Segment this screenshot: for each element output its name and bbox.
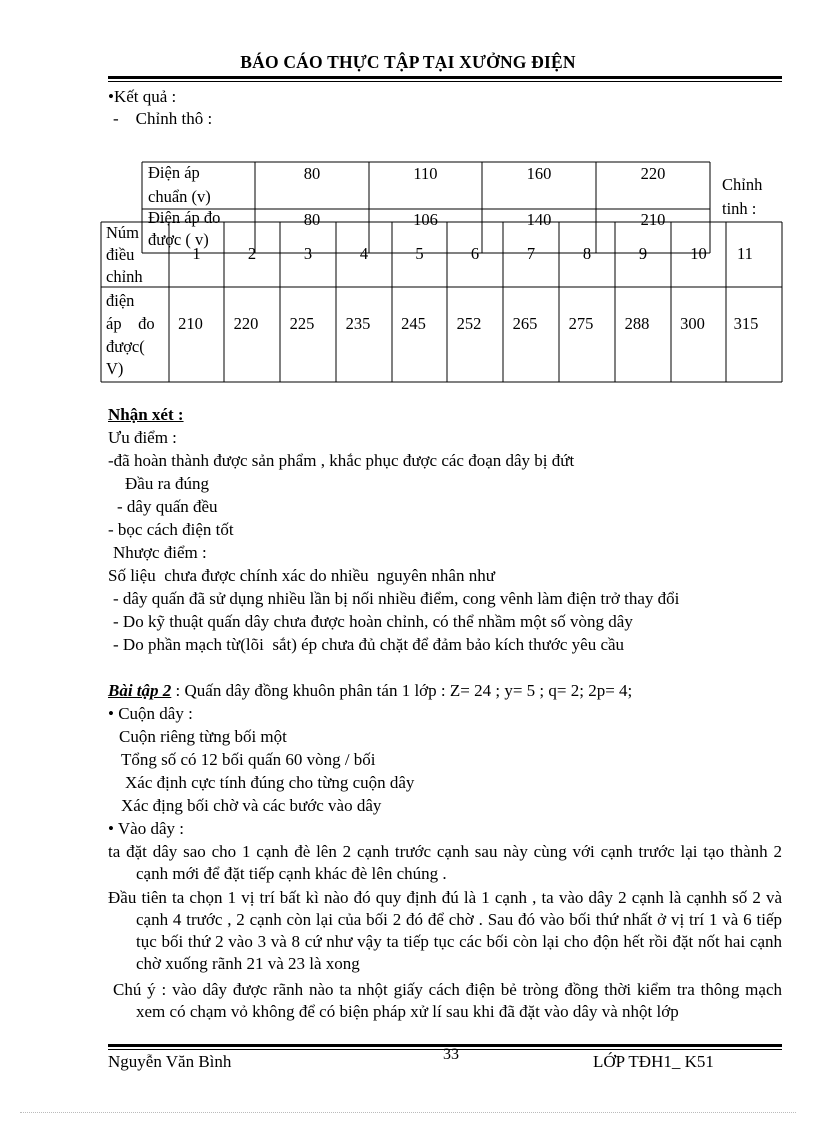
page-header-title: BÁO CÁO THỰC TẬP TẠI XƯỞNG ĐIỆN [240,52,576,72]
table1-measured-value: 106 [413,210,438,229]
coil-label: • Cuộn dây : [108,704,193,723]
table1-row1-label-b: chuẩn (v) [148,187,211,206]
cons-item: - Do kỹ thuật quấn dây chưa được hoàn chỉnh, có thể nhầm một số vòng dây [113,612,633,631]
coil-item: Tổng số có 12 bối quấn 60 vòng / bối [121,750,376,769]
footer-class: LỚP TĐH1_ K51 [593,1052,714,1071]
table2-row2-label-a: điện [106,291,135,310]
pros-item: -đã hoàn thành được sản phẩm , khắc phục được các đoạn dây bị đứt [108,451,575,470]
table2-row1-label-b: điều [106,245,135,264]
table2-voltage: 288 [624,314,650,333]
fine-tuning-label-b: tinh : [722,199,757,218]
review-title: Nhận xét : [108,405,184,424]
table2-voltage: 252 [456,314,482,333]
table2-knob: 9 [638,244,648,263]
table2-voltage: 235 [345,314,371,333]
table1-row1-label-a: Điện áp [148,163,200,182]
footer-author: Nguyễn Văn Bình [108,1052,232,1071]
table2-row2-label-b: áp đo [106,314,155,333]
table2-knob: 11 [737,244,753,263]
table2-knob: 6 [470,244,480,263]
exercise2-title: Bài tập 2 [108,681,172,700]
footer-page-number: 33 [443,1046,459,1063]
result-label: •Kết quả : [108,87,177,106]
table2-voltage: 245 [401,314,426,333]
note-paragraph: Chú ý : vào dây được rãnh nào ta nhột giấy cách điện bẻ tròng đồng thời kiểm tra thông mạch xem có chạm vỏ không để có biện pháp xử lí sau khi đã đặt vào dây và nhột lớp [113,980,782,1021]
table2-voltage: 220 [233,314,259,333]
table2-voltage: 210 [178,314,203,333]
table1-standard-value: 110 [413,164,438,183]
cons-item: - Do phần mạch từ(lõi sắt) ép chưa đủ chặt để đảm bảo kích thước yêu cầu [113,635,625,654]
fine-tuning-label-a: Chỉnh [722,175,763,194]
cons-item: - dây quấn đã sử dụng nhiều lần bị nối nhiều điểm, cong vênh làm điện trở thay đổi [113,589,680,608]
pros-item: - dây quấn đều [117,497,218,516]
table1-measured-value: 80 [303,210,321,229]
table1-row2-label-b: được ( v) [148,230,209,249]
table2-row1-label-c: chỉnh [106,267,143,286]
winding-paragraph-1: ta đặt dây sao cho 1 cạnh đè lên 2 cạnh trước cạnh sau này cùng với cạnh trước lại tạo thành 2 cạnh mới để đặt tiếp cạnh khác đè lên chúng . [108,842,782,883]
pros-item: - bọc cách điện tốt [108,520,234,539]
cons-intro: Số liệu chưa được chính xác do nhiều nguyên nhân như [108,566,495,585]
exercise2-heading [108,680,632,702]
coil-item: Xác địng bối chờ và các bước vào dây [121,796,382,815]
pros-item: Đầu ra đúng [125,474,210,493]
table1-measured-value: 140 [526,210,552,229]
table2-voltage: 265 [512,314,538,333]
exercise2-title-rest: : Quấn dây đồng khuôn phân tán 1 lớp : Z= 24 ; y= 5 ; q= 2; 2p= 4; [171,681,633,700]
table2-voltage: 275 [568,314,594,333]
table2-knob: 1 [192,244,201,263]
pros-label: Ưu điểm : [108,428,177,447]
table2-voltage: 300 [680,314,705,333]
table1-standard-value: 80 [303,164,321,183]
table2-voltage: 315 [733,314,759,333]
rough-tuning-label: - Chỉnh thô : [113,109,213,128]
table2-knob: 7 [526,244,536,263]
table2-knob: 4 [359,244,369,263]
winding-paragraph-2: Đầu tiên ta chọn 1 vị trí bất kì nào đó quy định đú là 1 cạnh , ta vào dây 2 cạnh là cạnhh số 2 và cạnh 4 trước , 2 cạnh còn lại của bối 2 đó để chờ . Sau đó vào bối thứ nhất ở vị trí 1 và 6 tiếp tục bối thứ 2 vào 3 và 8 cứ như vậy ta tiếp tục các bối còn lại cho độn hết rồi đặt nốt hai cạnh chờ xuống rãnh 21 và 23 là xong [108,888,782,973]
table2-row2-label-c: được( [106,337,145,356]
table1-measured-value: 210 [640,210,666,229]
table2-knob: 2 [247,244,257,263]
table1-row2-label-a: Điện áp đo [148,208,221,227]
winding-label: • Vào dây : [108,819,184,838]
table2-knob: 10 [690,244,707,263]
coil-item: Xác định cực tính đúng cho từng cuộn dây [125,773,415,792]
page-bottom-dotted-line [20,1112,796,1113]
table2-row1-label-a: Núm [106,223,139,242]
table2-voltage: 225 [289,314,315,333]
cons-label: Nhược điểm : [113,543,207,562]
table2-knob: 5 [415,244,424,263]
table1-standard-value: 220 [640,164,666,183]
table2-knob: 8 [582,244,592,263]
table2-knob: 3 [303,244,313,263]
coil-item: Cuộn riêng từng bối một [119,727,287,746]
table1-standard-value: 160 [526,164,552,183]
table2-row2-label-d: V) [106,359,124,378]
